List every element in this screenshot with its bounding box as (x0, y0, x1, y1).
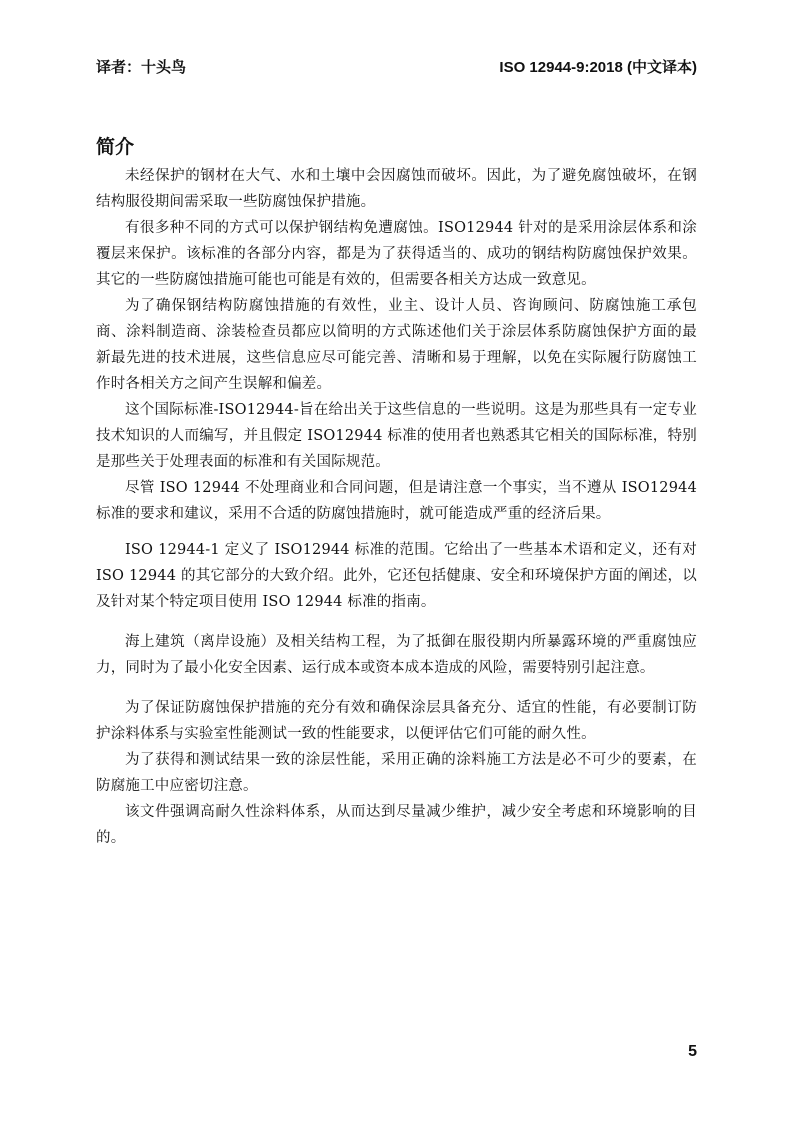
paragraph-1: 未经保护的钢材在大气、水和土壤中会因腐蚀而破坏。因此，为了避免腐蚀破坏，在钢结构服役期间需采取一些防腐蚀保护措施。 (96, 168, 697, 210)
body-text (96, 163, 697, 851)
translator-credit: 译者：十头鸟 (96, 59, 187, 76)
paragraph-4: 这个国际标准-ISO12944-旨在给出关于这些信息的一些说明。这是为那些具有一定专业技术知识的人而编写，并且假定 ISO12944 标准的使用者也熟悉其它相关的国际标准，特别是那些关于处理表面的标准和有关国际规范。 (96, 402, 697, 470)
paragraph-9: 为了获得和测试结果一致的涂层性能，采用正确的涂料施工方法是必不可少的要素，在防腐施工中应密切注意。 (96, 752, 697, 794)
paragraph-3: 为了确保钢结构防腐蚀措施的有效性，业主、设计人员、咨询顾问、防腐蚀施工承包商、涂料制造商、涂装检查员都应以简明的方式陈述他们关于涂层体系防腐蚀保护方面的最新最先进的技术进展，这些信息应尽可能完善、清晰和易于理解，以免在实际履行防腐蚀工作时各相关方之间产生误解和偏差。 (96, 298, 697, 392)
paragraph-5: 尽管 ISO 12944 不处理商业和合同问题，但是请注意一个事实，当不遵从 ISO12944 标准的要求和建议，采用不合适的防腐蚀措施时，就可能造成严重的经济后果。 (96, 480, 697, 522)
page-number: 5 (688, 1043, 697, 1060)
paragraph-7: 海上建筑（离岸设施）及相关结构工程，为了抵御在服役期内所暴露环境的严重腐蚀应力，同时为了最小化安全因素、运行成本或资本成本造成的风险，需要特别引起注意。 (96, 634, 697, 676)
document-identifier: ISO 12944-9:2018 (中文译本) (499, 59, 697, 76)
paragraph-6: ISO 12944-1 定义了 ISO12944 标准的范围。它给出了一些基本术语和定义，还有对 ISO 12944 的其它部分的大致介绍。此外，它还包括健康、安全和环境保护方面的阐述，以及针对某个特定项目使用 ISO 12944 标准的指南。 (96, 542, 697, 610)
section-title: 简介 (96, 137, 135, 158)
paragraph-8: 为了保证防腐蚀保护措施的充分有效和确保涂层具备充分、适宜的性能，有必要制订防护涂料体系与实验室性能测试一致的性能要求，以便评估它们可能的耐久性。 (96, 700, 697, 742)
page-header (96, 56, 697, 80)
paragraph-2: 有很多种不同的方式可以保护钢结构免遭腐蚀。ISO12944 针对的是采用涂层体系和涂覆层来保护。该标准的各部分内容，都是为了获得适当的、成功的钢结构防腐蚀保护效果。其它的一些防腐蚀措施可能也可能是有效的，但需要各相关方达成一致意见。 (96, 220, 697, 288)
paragraph-10: 该文件强调高耐久性涂料体系，从而达到尽量减少维护，减少安全考虑和环境影响的目的。 (96, 804, 697, 846)
